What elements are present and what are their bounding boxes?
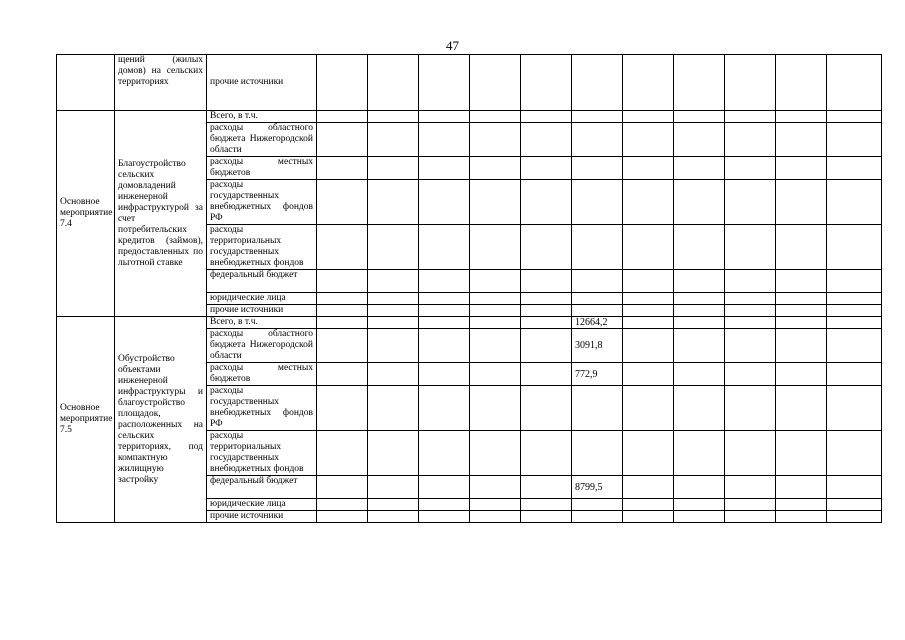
empty-cell bbox=[725, 431, 776, 476]
empty-cell bbox=[317, 225, 368, 270]
empty-cell bbox=[827, 386, 882, 431]
source-cell: юридические лица bbox=[207, 293, 317, 305]
empty-cell bbox=[368, 511, 419, 523]
empty-cell bbox=[776, 431, 827, 476]
empty-cell bbox=[623, 55, 674, 111]
empty-cell bbox=[470, 55, 521, 111]
measure-code-cell: Основное мероприятие 7.5 bbox=[57, 317, 115, 523]
empty-cell bbox=[317, 180, 368, 225]
empty-cell bbox=[623, 225, 674, 270]
empty-cell bbox=[776, 180, 827, 225]
empty-cell bbox=[623, 111, 674, 123]
empty-cell bbox=[827, 180, 882, 225]
empty-cell bbox=[674, 111, 725, 123]
empty-cell bbox=[776, 329, 827, 363]
empty-cell bbox=[470, 293, 521, 305]
source-cell: расходы областного бюджета Нижегородской области bbox=[207, 329, 317, 363]
empty-cell bbox=[674, 386, 725, 431]
empty-cell bbox=[521, 305, 572, 317]
empty-cell bbox=[674, 225, 725, 270]
empty-cell bbox=[623, 305, 674, 317]
empty-cell bbox=[317, 363, 368, 386]
empty-cell bbox=[470, 431, 521, 476]
empty-cell bbox=[419, 111, 470, 123]
empty-cell bbox=[368, 476, 419, 499]
empty-cell bbox=[725, 386, 776, 431]
value-cell bbox=[572, 123, 623, 157]
source-cell: расходы местных бюджетов bbox=[207, 363, 317, 386]
empty-cell bbox=[419, 180, 470, 225]
empty-cell bbox=[368, 180, 419, 225]
empty-cell bbox=[419, 431, 470, 476]
empty-cell bbox=[470, 157, 521, 180]
empty-cell bbox=[674, 55, 725, 111]
measure-name-cell: Благоустройство сельских домовладений инженерной инфраструктурой за счет потребительских кредитов (займов), предоставленных по льготной ставке bbox=[115, 111, 207, 317]
empty-cell bbox=[368, 305, 419, 317]
empty-cell bbox=[827, 305, 882, 317]
empty-cell bbox=[419, 123, 470, 157]
empty-cell bbox=[776, 157, 827, 180]
empty-cell bbox=[419, 55, 470, 111]
value-cell bbox=[572, 511, 623, 523]
empty-cell bbox=[317, 511, 368, 523]
empty-cell bbox=[776, 305, 827, 317]
empty-cell bbox=[827, 225, 882, 270]
empty-cell bbox=[470, 499, 521, 511]
source-cell: прочие источники bbox=[207, 305, 317, 317]
empty-cell bbox=[368, 431, 419, 476]
empty-cell bbox=[674, 329, 725, 363]
source-cell: расходы государственных внебюджетных фондов РФ bbox=[207, 180, 317, 225]
empty-cell bbox=[521, 123, 572, 157]
empty-cell bbox=[368, 329, 419, 363]
table-row bbox=[57, 317, 882, 329]
empty-cell bbox=[725, 499, 776, 511]
empty-cell bbox=[725, 157, 776, 180]
empty-cell bbox=[317, 499, 368, 511]
empty-cell bbox=[470, 305, 521, 317]
empty-cell bbox=[827, 293, 882, 305]
empty-cell bbox=[776, 55, 827, 111]
empty-cell bbox=[674, 157, 725, 180]
empty-cell bbox=[827, 270, 882, 293]
empty-cell bbox=[470, 363, 521, 386]
value-cell bbox=[572, 270, 623, 293]
source-cell: расходы областного бюджета Нижегородской области bbox=[207, 123, 317, 157]
empty-cell bbox=[419, 363, 470, 386]
measure-code-cell: Основное мероприятие 7.4 bbox=[57, 111, 115, 317]
empty-cell bbox=[470, 111, 521, 123]
empty-cell bbox=[674, 123, 725, 157]
table-row bbox=[57, 55, 882, 111]
empty-cell bbox=[521, 225, 572, 270]
source-cell: расходы территориальных государственных внебюджетных фондов bbox=[207, 431, 317, 476]
empty-cell bbox=[776, 499, 827, 511]
empty-cell bbox=[674, 363, 725, 386]
empty-cell bbox=[623, 511, 674, 523]
empty-cell bbox=[368, 111, 419, 123]
empty-cell bbox=[725, 270, 776, 293]
empty-cell bbox=[776, 123, 827, 157]
empty-cell bbox=[674, 476, 725, 499]
empty-cell bbox=[470, 511, 521, 523]
empty-cell bbox=[368, 386, 419, 431]
empty-cell bbox=[521, 329, 572, 363]
empty-cell bbox=[317, 431, 368, 476]
source-cell: юридические лица bbox=[207, 499, 317, 511]
empty-cell bbox=[521, 293, 572, 305]
measure-name-cell: Обустройство объектами инженерной инфраструктуры и благоустройство площадок, расположенных на сельских территориях, под компактную жилищную застройку bbox=[115, 317, 207, 523]
empty-cell bbox=[725, 305, 776, 317]
empty-cell bbox=[470, 317, 521, 329]
empty-cell bbox=[725, 317, 776, 329]
empty-cell bbox=[623, 386, 674, 431]
empty-cell bbox=[623, 157, 674, 180]
empty-cell bbox=[470, 476, 521, 499]
value-cell: 8799,5 bbox=[572, 476, 623, 499]
empty-cell bbox=[317, 270, 368, 293]
empty-cell bbox=[317, 293, 368, 305]
empty-cell bbox=[521, 111, 572, 123]
empty-cell bbox=[317, 476, 368, 499]
empty-cell bbox=[725, 55, 776, 111]
empty-cell bbox=[419, 329, 470, 363]
source-cell: прочие источники bbox=[207, 55, 317, 111]
empty-cell bbox=[827, 157, 882, 180]
empty-cell bbox=[521, 511, 572, 523]
table-row bbox=[57, 111, 882, 123]
empty-cell bbox=[419, 157, 470, 180]
empty-cell bbox=[623, 180, 674, 225]
empty-cell bbox=[521, 270, 572, 293]
source-cell: федеральный бюджет bbox=[207, 476, 317, 499]
empty-cell bbox=[317, 386, 368, 431]
empty-cell bbox=[368, 270, 419, 293]
empty-cell bbox=[623, 476, 674, 499]
value-cell bbox=[572, 499, 623, 511]
source-cell: расходы государственных внебюджетных фондов РФ bbox=[207, 386, 317, 431]
empty-cell bbox=[776, 363, 827, 386]
empty-cell bbox=[623, 293, 674, 305]
source-cell: федеральный бюджет bbox=[207, 270, 317, 293]
empty-cell bbox=[317, 317, 368, 329]
empty-cell bbox=[368, 225, 419, 270]
empty-cell bbox=[470, 329, 521, 363]
empty-cell bbox=[521, 476, 572, 499]
empty-cell bbox=[725, 123, 776, 157]
empty-cell bbox=[317, 111, 368, 123]
empty-cell bbox=[827, 511, 882, 523]
empty-cell bbox=[827, 317, 882, 329]
empty-cell bbox=[368, 157, 419, 180]
code-cell bbox=[57, 55, 115, 111]
empty-cell bbox=[827, 111, 882, 123]
empty-cell bbox=[317, 123, 368, 157]
empty-cell bbox=[725, 476, 776, 499]
empty-cell bbox=[521, 363, 572, 386]
empty-cell bbox=[776, 293, 827, 305]
empty-cell bbox=[419, 476, 470, 499]
empty-cell bbox=[725, 180, 776, 225]
empty-cell bbox=[827, 329, 882, 363]
empty-cell bbox=[419, 386, 470, 431]
empty-cell bbox=[317, 305, 368, 317]
empty-cell bbox=[776, 386, 827, 431]
empty-cell bbox=[419, 293, 470, 305]
value-cell bbox=[572, 157, 623, 180]
empty-cell bbox=[470, 123, 521, 157]
value-cell bbox=[572, 225, 623, 270]
empty-cell bbox=[521, 317, 572, 329]
empty-cell bbox=[521, 157, 572, 180]
value-cell: 12664,2 bbox=[572, 317, 623, 329]
source-cell: расходы местных бюджетов bbox=[207, 157, 317, 180]
page-number: 47 bbox=[446, 38, 459, 53]
funding-table bbox=[56, 54, 882, 523]
empty-cell bbox=[317, 55, 368, 111]
empty-cell bbox=[470, 386, 521, 431]
empty-cell bbox=[419, 499, 470, 511]
empty-cell bbox=[623, 329, 674, 363]
value-cell bbox=[572, 293, 623, 305]
empty-cell bbox=[674, 317, 725, 329]
empty-cell bbox=[776, 270, 827, 293]
empty-cell bbox=[674, 499, 725, 511]
empty-cell bbox=[419, 511, 470, 523]
value-cell bbox=[572, 431, 623, 476]
empty-cell bbox=[623, 499, 674, 511]
empty-cell bbox=[725, 225, 776, 270]
empty-cell bbox=[368, 363, 419, 386]
empty-cell bbox=[419, 270, 470, 293]
empty-cell bbox=[674, 431, 725, 476]
empty-cell bbox=[827, 476, 882, 499]
empty-cell bbox=[470, 180, 521, 225]
empty-cell bbox=[368, 293, 419, 305]
empty-cell bbox=[317, 329, 368, 363]
empty-cell bbox=[776, 225, 827, 270]
empty-cell bbox=[419, 317, 470, 329]
empty-cell bbox=[776, 111, 827, 123]
empty-cell bbox=[776, 317, 827, 329]
empty-cell bbox=[827, 363, 882, 386]
source-cell: Всего, в т.ч. bbox=[207, 317, 317, 329]
empty-cell bbox=[521, 499, 572, 511]
empty-cell bbox=[725, 293, 776, 305]
measure-name-cell: щений (жилых домов) на сельских территориях bbox=[115, 55, 207, 111]
empty-cell bbox=[827, 123, 882, 157]
value-cell bbox=[572, 111, 623, 123]
empty-cell bbox=[623, 363, 674, 386]
empty-cell bbox=[470, 270, 521, 293]
empty-cell bbox=[368, 123, 419, 157]
empty-cell bbox=[623, 270, 674, 293]
empty-cell bbox=[827, 431, 882, 476]
value-cell bbox=[572, 305, 623, 317]
source-cell: расходы территориальных государственных внебюджетных фондов bbox=[207, 225, 317, 270]
empty-cell bbox=[725, 111, 776, 123]
empty-cell bbox=[623, 317, 674, 329]
empty-cell bbox=[827, 499, 882, 511]
empty-cell bbox=[725, 329, 776, 363]
empty-cell bbox=[674, 305, 725, 317]
value-cell bbox=[572, 386, 623, 431]
empty-cell bbox=[521, 55, 572, 111]
empty-cell bbox=[674, 180, 725, 225]
empty-cell bbox=[521, 431, 572, 476]
empty-cell bbox=[317, 157, 368, 180]
empty-cell bbox=[725, 511, 776, 523]
empty-cell bbox=[572, 55, 623, 111]
empty-cell bbox=[623, 123, 674, 157]
empty-cell bbox=[470, 225, 521, 270]
source-cell: Всего, в т.ч. bbox=[207, 111, 317, 123]
empty-cell bbox=[521, 180, 572, 225]
empty-cell bbox=[368, 499, 419, 511]
empty-cell bbox=[827, 55, 882, 111]
empty-cell bbox=[368, 317, 419, 329]
value-cell bbox=[572, 180, 623, 225]
empty-cell bbox=[674, 511, 725, 523]
empty-cell bbox=[674, 293, 725, 305]
value-cell: 772,9 bbox=[572, 363, 623, 386]
source-cell: прочие источники bbox=[207, 511, 317, 523]
empty-cell bbox=[368, 55, 419, 111]
empty-cell bbox=[674, 270, 725, 293]
empty-cell bbox=[419, 305, 470, 317]
empty-cell bbox=[725, 363, 776, 386]
empty-cell bbox=[776, 511, 827, 523]
value-cell: 3091,8 bbox=[572, 329, 623, 363]
empty-cell bbox=[521, 386, 572, 431]
empty-cell bbox=[776, 476, 827, 499]
empty-cell bbox=[419, 225, 470, 270]
empty-cell bbox=[623, 431, 674, 476]
